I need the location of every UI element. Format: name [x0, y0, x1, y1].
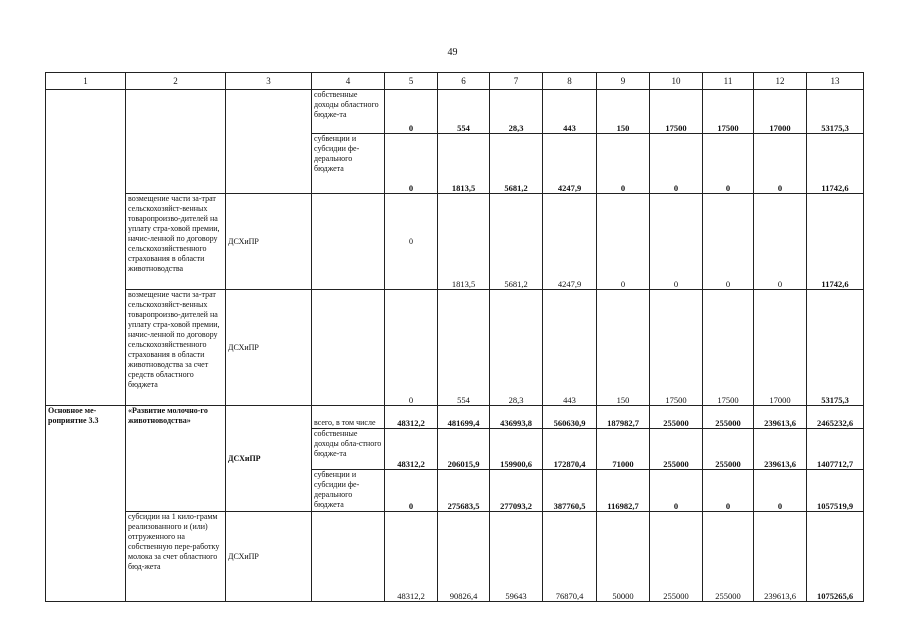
value-cell: 443 [543, 290, 597, 406]
col-number: 3 [226, 73, 312, 90]
value-cell: 150 [597, 90, 650, 134]
table-row [46, 290, 864, 406]
col-number: 12 [754, 73, 807, 90]
value-cell: 0 [650, 134, 703, 194]
value-cell: 554 [438, 290, 490, 406]
value-cell: 436993,8 [490, 406, 543, 429]
column-number-row [46, 73, 864, 90]
value-cell: 17500 [703, 90, 754, 134]
col-number: 10 [650, 73, 703, 90]
value-cell: 0 [754, 194, 807, 290]
value-cell: 255000 [703, 429, 754, 470]
value-cell: 53175,3 [807, 90, 864, 134]
table-row [46, 406, 864, 429]
col-number: 1 [46, 73, 126, 90]
value-cell: 0 [385, 290, 438, 406]
value-cell: 239613,6 [754, 429, 807, 470]
page-number: 49 [447, 47, 458, 58]
value-cell: 206015,9 [438, 429, 490, 470]
value-cell: 1075265,6 [807, 512, 864, 602]
value-cell: 0 [703, 134, 754, 194]
empty-cell [226, 90, 312, 194]
value-cell: 0 [597, 134, 650, 194]
executor: ДСХиПР [226, 512, 312, 602]
col-number: 2 [126, 73, 226, 90]
value-cell: 4247,9 [543, 134, 597, 194]
value-cell: 239613,6 [754, 512, 807, 602]
value-cell: 0 [754, 470, 807, 512]
value-cell: 0 [385, 470, 438, 512]
value-cell: 1813,5 [438, 134, 490, 194]
value-cell: 48312,2 [385, 512, 438, 602]
value-cell: 5681,2 [490, 134, 543, 194]
value-cell: 0 [703, 194, 754, 290]
value-cell: 0 [385, 194, 438, 290]
value-cell: 239613,6 [754, 406, 807, 429]
col-number: 5 [385, 73, 438, 90]
value-cell: 2465232,6 [807, 406, 864, 429]
value-cell: 71000 [597, 429, 650, 470]
value-cell: 0 [385, 134, 438, 194]
col-number: 4 [312, 73, 385, 90]
value-cell: 277093,2 [490, 470, 543, 512]
value-cell: 17500 [650, 290, 703, 406]
table-row [46, 512, 864, 602]
funding-source: субвенции и субсидии фе-дерального бюджета [312, 470, 385, 512]
funding-source: собственные доходы обла-стного бюдже-та [312, 429, 385, 470]
measure-name: возмещение части за-трат сельскохозяйст-венных товаропроизво-дителей на уплату стра-ховой премии, начис-ленной по договору сельскохозяйственного страхования в области животноводства за счет средств областного бюджета [126, 290, 226, 406]
empty-cell [312, 512, 385, 602]
value-cell: 76870,4 [543, 512, 597, 602]
table-row [46, 90, 864, 134]
value-cell: 443 [543, 90, 597, 134]
funding-source: субвенции и субсидии фе-дерального бюджета [312, 134, 385, 194]
value-cell: 0 [754, 134, 807, 194]
value-cell: 90826,4 [438, 512, 490, 602]
col-number: 13 [807, 73, 864, 90]
measure-name: возмещение части за-трат сельскохозяйст-венных товаропроизво-дителей на уплату стра-ховой премии, начис-ленной по договору сельскохозяйственного страхования в области животноводства [126, 194, 226, 290]
funding-source: собственные доходы областного бюдже-та [312, 90, 385, 134]
value-cell: 150 [597, 290, 650, 406]
value-cell: 560630,9 [543, 406, 597, 429]
funding-source: всего, в том числе [312, 406, 385, 429]
value-cell: 28,3 [490, 290, 543, 406]
value-cell: 554 [438, 90, 490, 134]
value-cell: 17500 [650, 90, 703, 134]
value-cell: 159900,6 [490, 429, 543, 470]
executor: ДСХиПР [226, 194, 312, 290]
value-cell: 187982,7 [597, 406, 650, 429]
value-cell: 255000 [703, 406, 754, 429]
value-cell: 50000 [597, 512, 650, 602]
col-number: 9 [597, 73, 650, 90]
table-row [46, 194, 864, 290]
value-cell: 59643 [490, 512, 543, 602]
empty-cell [126, 90, 226, 194]
main-activity-label: Основное ме-роприятие 3.3 [46, 406, 126, 602]
value-cell: 116982,7 [597, 470, 650, 512]
value-cell: 1407712,7 [807, 429, 864, 470]
empty-cell [312, 194, 385, 290]
value-cell: 53175,3 [807, 290, 864, 406]
executor: ДСХиПР [226, 406, 312, 512]
empty-cell [312, 290, 385, 406]
col-number: 8 [543, 73, 597, 90]
value-cell: 11742,6 [807, 194, 864, 290]
value-cell: 255000 [650, 512, 703, 602]
col-number: 6 [438, 73, 490, 90]
value-cell: 255000 [650, 406, 703, 429]
value-cell: 48312,2 [385, 429, 438, 470]
executor: ДСХиПР [226, 290, 312, 406]
value-cell: 172870,4 [543, 429, 597, 470]
value-cell: 0 [650, 470, 703, 512]
value-cell: 275683,5 [438, 470, 490, 512]
value-cell: 0 [650, 194, 703, 290]
value-cell: 255000 [703, 512, 754, 602]
value-cell: 48312,2 [385, 406, 438, 429]
measure-name: субсидии на 1 кило-грамм реализованного и (или) отгруженного на собственную пере-работку молока за счет областного бюд-жета [126, 512, 226, 602]
value-cell: 387760,5 [543, 470, 597, 512]
value-cell: 17500 [703, 290, 754, 406]
col-number: 11 [703, 73, 754, 90]
value-cell: 0 [385, 90, 438, 134]
value-cell: 0 [703, 470, 754, 512]
program-table [45, 72, 864, 602]
value-cell: 28,3 [490, 90, 543, 134]
value-cell: 1057519,9 [807, 470, 864, 512]
value-cell: 17000 [754, 90, 807, 134]
value-cell: 255000 [650, 429, 703, 470]
value-cell: 17000 [754, 290, 807, 406]
value-cell: 481699,4 [438, 406, 490, 429]
activity-name: «Развитие молочно-го животноводства» [126, 406, 226, 512]
col-number: 7 [490, 73, 543, 90]
empty-cell [46, 90, 126, 406]
value-cell: 1813,5 [438, 194, 490, 290]
value-cell: 4247,9 [543, 194, 597, 290]
value-cell: 0 [597, 194, 650, 290]
value-cell: 5681,2 [490, 194, 543, 290]
value-cell: 11742,6 [807, 134, 864, 194]
